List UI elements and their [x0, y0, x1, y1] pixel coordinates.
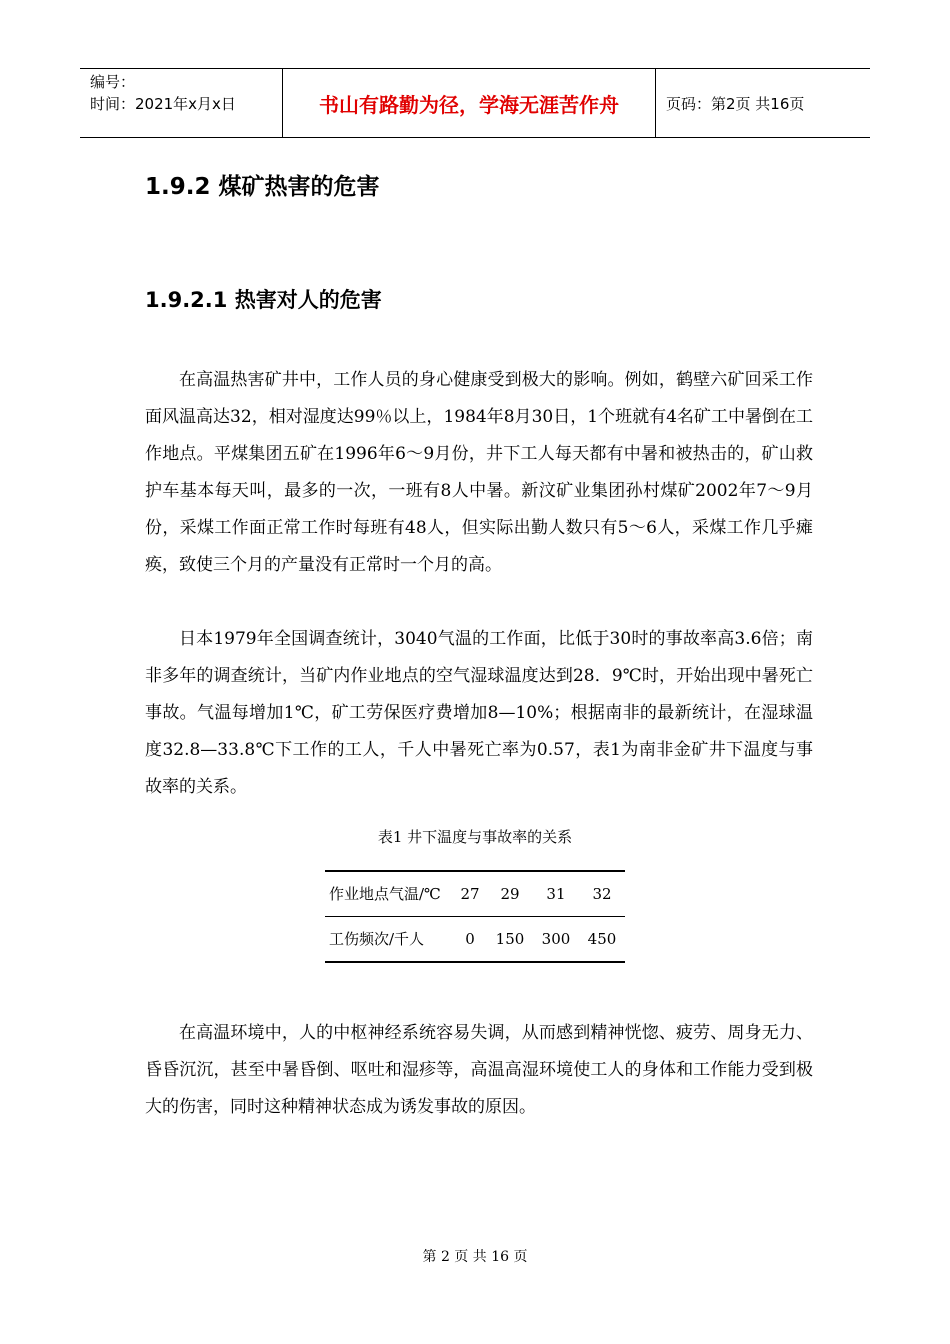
table-row — [325, 917, 625, 963]
table-cell: 0 — [453, 917, 487, 963]
temperature-accident-table — [325, 870, 625, 963]
page-header — [80, 68, 870, 138]
table-cell: 27 — [453, 871, 487, 917]
subsection-title: 1.9.2.1 热害对人的危害 — [145, 288, 382, 312]
table-cell: 31 — [533, 871, 579, 917]
table-cell: 450 — [579, 917, 625, 963]
header-motto: 书山有路勤为径，学海无涯苦作舟 — [282, 69, 656, 137]
paragraph-2: 日本1979年全国调查统计，3040气温的工作面，比低于30时的事故率高3.6倍；南非多年的调查统计，当矿内作业地点的空气湿球温度达到28．9℃时，开始出现中暑死亡事故。气温每增加1℃，矿工劳保医疗费增加8—10%；根据南非的最新统计，在湿球温度32.8—33.8℃下工作的工人，千人中暑死亡率为0.57，表1为南非金矿井下温度与事故率的关系。 — [145, 629, 813, 797]
date-line: 时间：2021年x月x日 — [90, 95, 236, 113]
section-title: 1.9.2 煤矿热害的危害 — [145, 174, 380, 200]
paragraph-1: 在高温热害矿井中，工作人员的身心健康受到极大的影响。例如，鹤壁六矿回采工作面风温高达32，相对湿度达99％以上，1984年8月30日，1个班就有4名矿工中暑倒在工作地点。平煤集团五矿在1996年6～9月份，井下工人每天都有中暑和被热击的，矿山救护车基本每天叫，最多的一次，一班有8人中暑。新汶矿业集团孙村煤矿2002年7～9月份，采煤工作面正常工作时每班有48人，但实际出勤人数只有5～6人，采煤工作几乎瘫痪，致使三个月的产量没有正常时一个月的高。 — [145, 370, 813, 575]
header-meta — [80, 69, 282, 137]
number-label: 编号： — [90, 73, 136, 91]
table-cell: 29 — [487, 871, 533, 917]
page-footer: 第 2 页 共 16 页 — [422, 1249, 528, 1265]
table-cell: 150 — [487, 917, 533, 963]
paragraph-3: 在高温环境中，人的中枢神经系统容易失调，从而感到精神恍惚、疲劳、周身无力、昏昏沉沉，甚至中暑昏倒、呕吐和湿疹等，高温高湿环境使工人的身体和工作能力受到极大的伤害，同时这种精神状态成为诱发事故的原因。 — [145, 1023, 813, 1117]
table-cell: 300 — [533, 917, 579, 963]
table-row — [325, 871, 625, 917]
table-row-label: 工伤频次/千人 — [325, 917, 453, 963]
table-cell: 32 — [579, 871, 625, 917]
table-caption: 表1 井下温度与事故率的关系 — [377, 828, 573, 846]
table-row-label: 作业地点气温/℃ — [325, 871, 453, 917]
header-page-info: 页码：第2页 共16页 — [666, 94, 805, 113]
